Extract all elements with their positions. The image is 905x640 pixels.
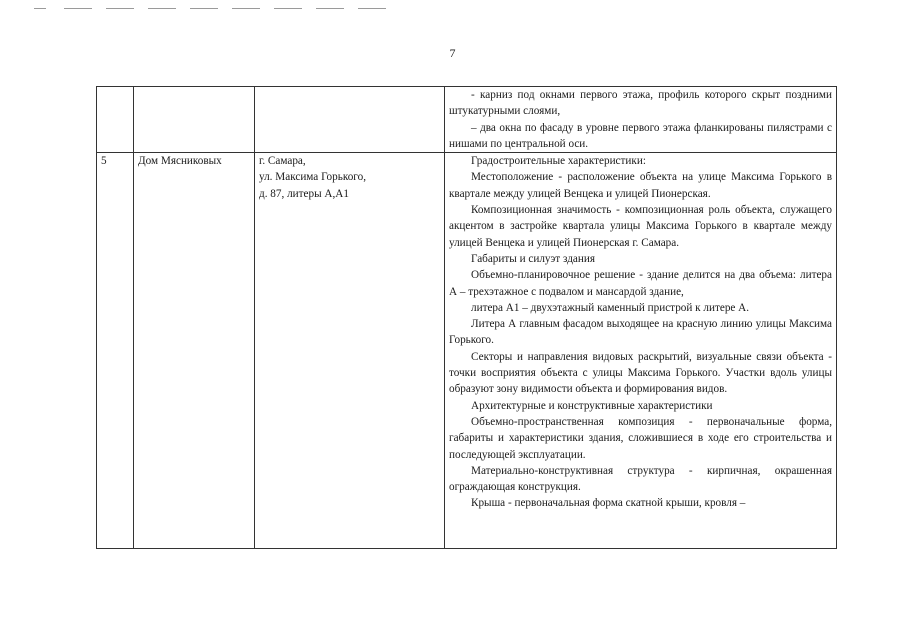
paragraph: Крыша - первоначальная форма скатной крыши, кровля – [471,497,746,510]
cell-name: Дом Мясниковых [134,153,255,549]
paragraph: Архитектурные и конструктивные характеристики [471,399,713,412]
scan-mark [64,8,92,9]
address-line: ул. Максима Горького, [259,171,366,184]
scan-mark [106,8,134,9]
address-line: д. 87, литеры А,А1 [259,187,349,200]
page-number: 7 [449,46,456,60]
table-row [97,87,837,153]
scan-mark [274,8,302,9]
paragraph: Литера А главным фасадом выходящее на красную линию улицы Максима Горького. [449,318,832,347]
heritage-table [96,86,837,549]
cell-name [134,87,255,153]
cell-address [255,87,445,153]
cell-number: 5 [97,153,134,549]
paragraph: Объемно-планировочное решение - здание делится на два объема: литера А – трехэтажное с подвалом и мансардой здание, [449,269,832,298]
paragraph: Секторы и направления видовых раскрытий, визуальные связи объекта - точки восприятия объекта с улицы Максима Горького. Участки вдоль улицы образуют зону видимости объекта и формирования видов. [449,350,832,396]
scan-mark [358,8,386,9]
paragraph: Материально-конструктивная структура - кирпичная, окрашенная ограждающая конструкция. [449,464,832,494]
address-line: г. Самара, [259,155,306,168]
scan-mark [148,8,176,9]
paragraph: Объемно-пространственная композиция - первоначальные форма, габариты и характеристики здания, сложившиеся в ходе его строительства и последующей эксплуатации. [449,415,832,461]
scan-mark [316,8,344,9]
cell-number [97,87,134,153]
scan-mark [232,8,260,9]
paragraph: Габариты и силуэт здания [471,252,595,265]
cell-address [255,153,445,549]
paragraph: – два окна по фасаду в уровне первого этажа фланкированы пилястрами с нишами по центральной оси. [449,121,832,150]
paragraph: литера А1 – двухэтажный каменный пристрой к литере А. [471,301,750,314]
paragraph: - карниз под окнами первого этажа, профиль которого скрыт поздними штукатурными слоями, [449,89,832,118]
scan-mark [190,8,218,9]
paragraph: Композиционная значимость - композиционная роль объекта, служащего акцентом в застройке квартала улицы Максима Горького в квартале между улицей Венцека и улицей Пионерская г. Самара. [449,204,832,249]
cell-description [445,153,837,549]
cell-description [445,87,837,153]
paragraph: Местоположение - расположение объекта на улице Максима Горького в квартале между улицей Венцека и улицей Пионерская. [449,171,832,200]
table-row [97,153,837,549]
scan-mark [34,8,46,9]
paragraph: Градостроительные характеристики: [471,155,646,168]
